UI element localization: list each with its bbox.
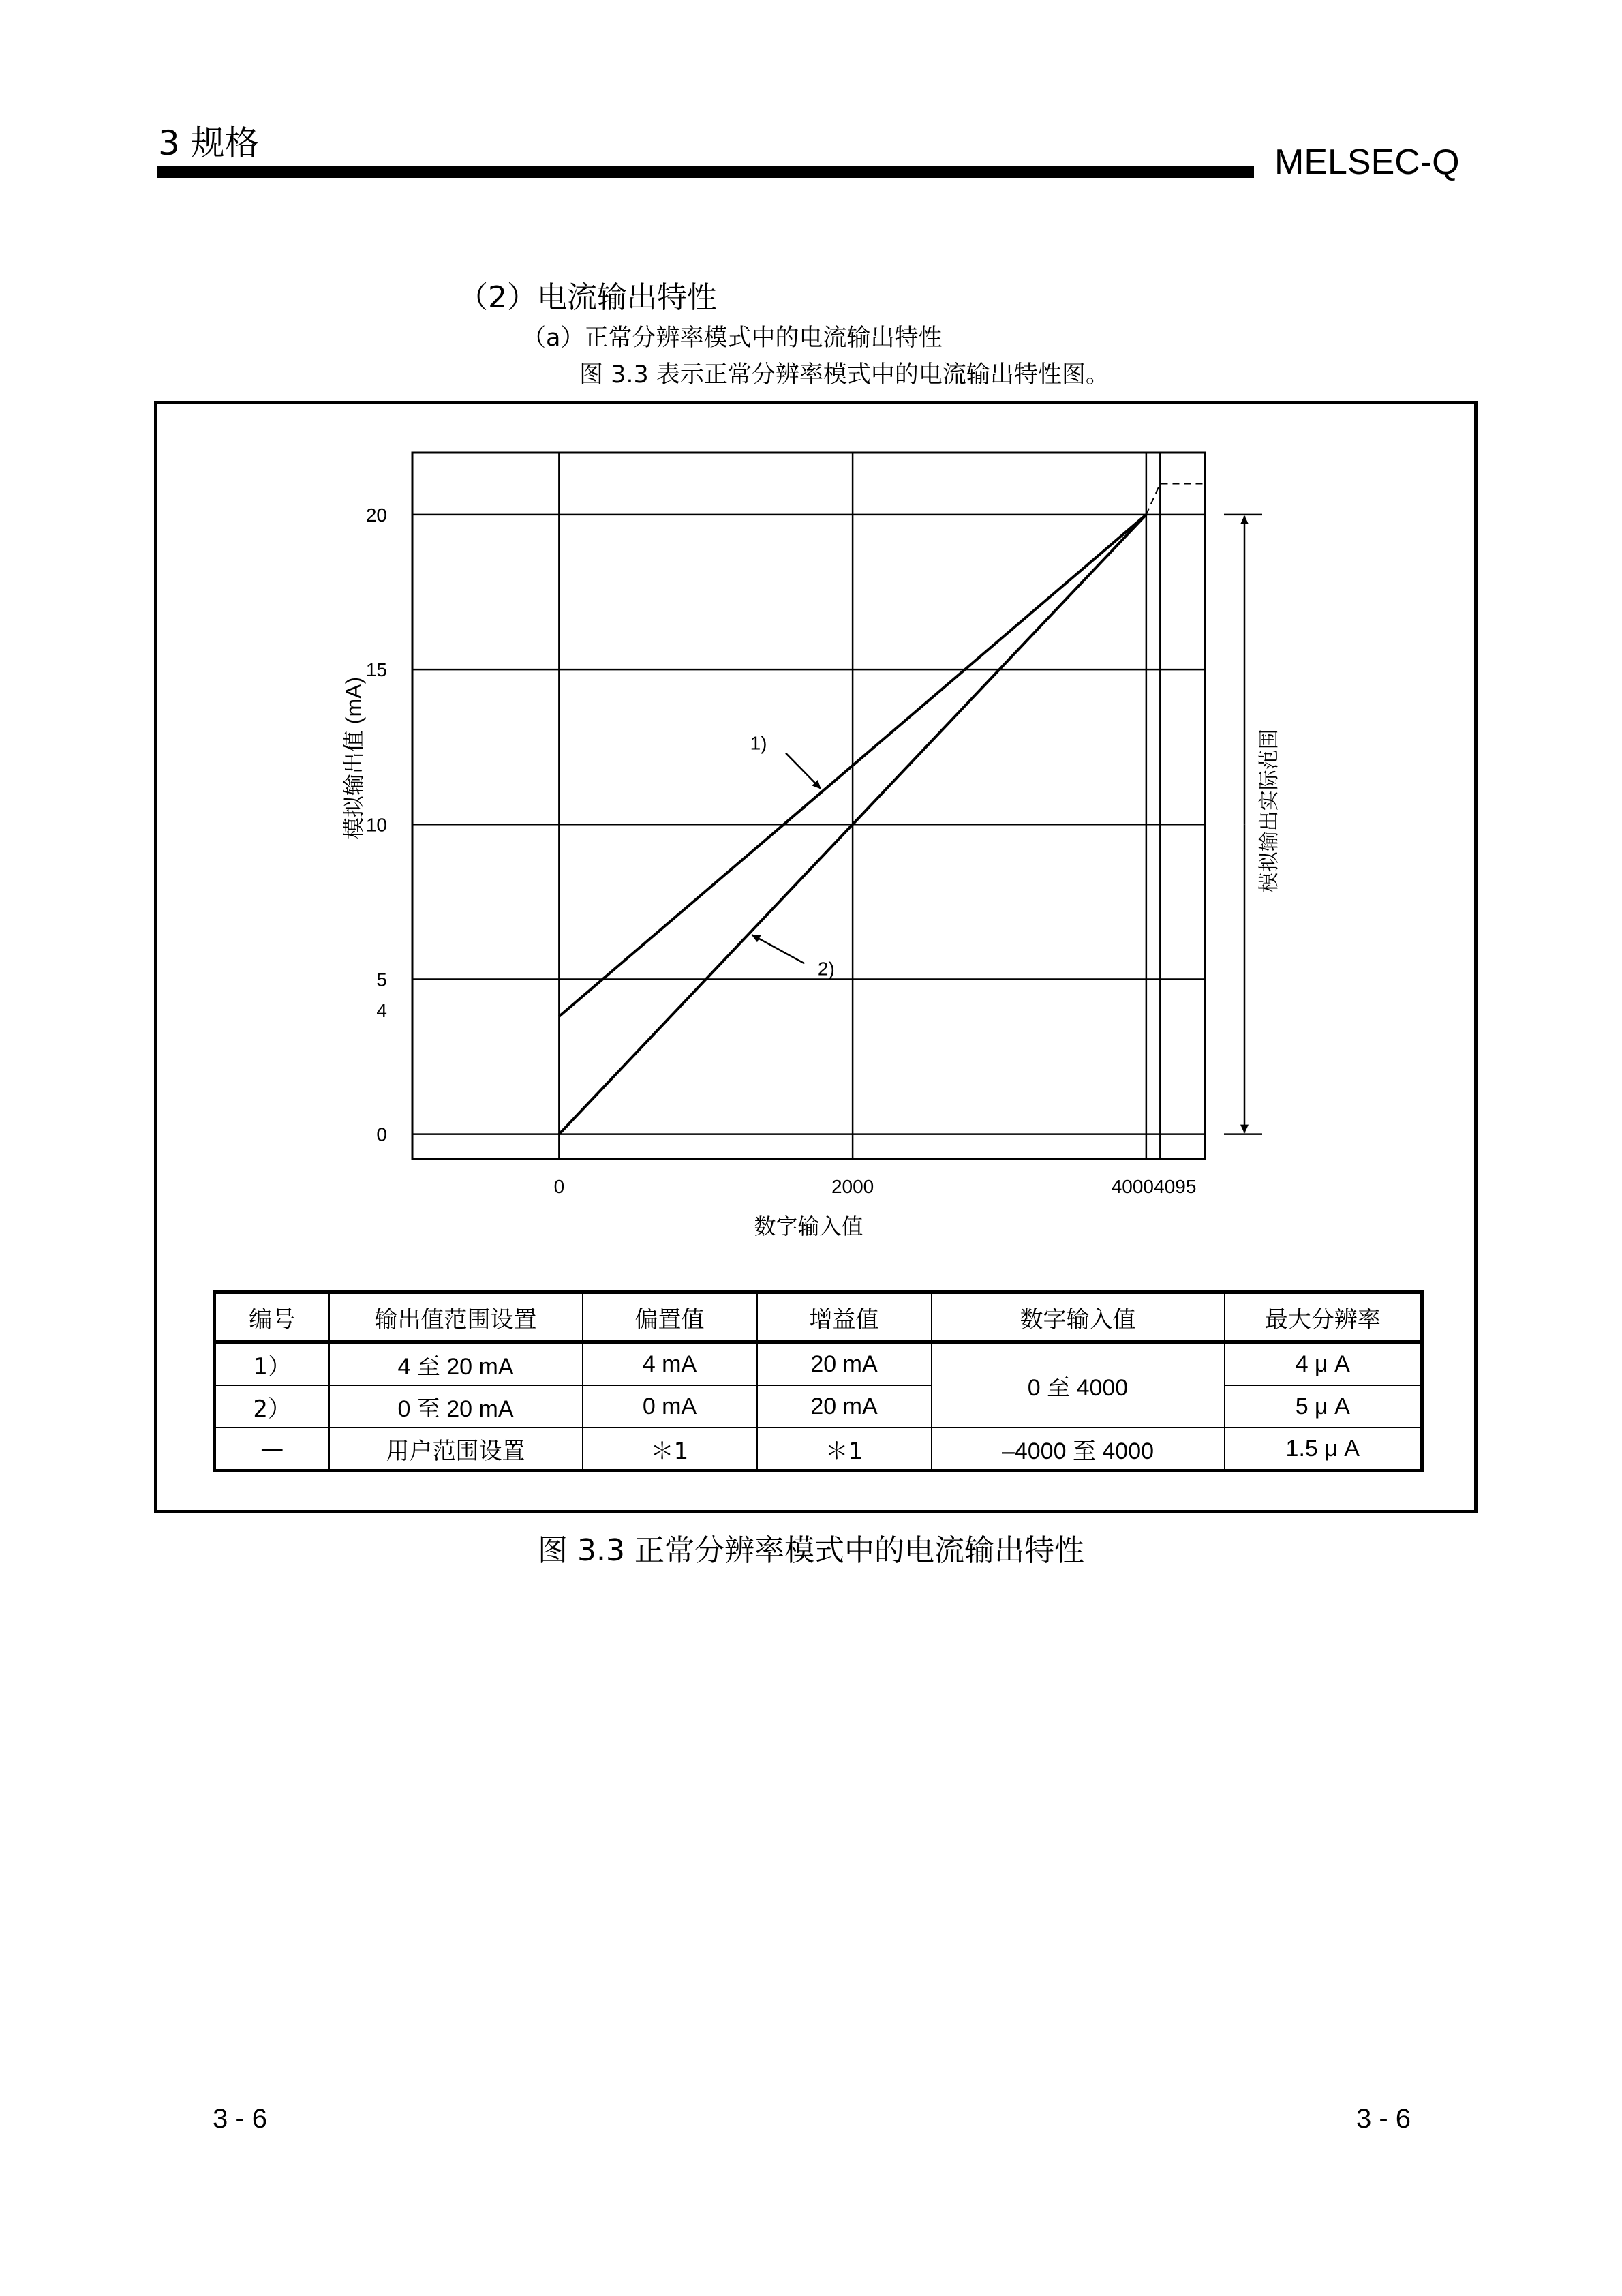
y-tick-label: 4 [376, 999, 387, 1021]
spec-table [213, 1290, 1424, 1472]
table-cell: 4 至 20 mA [329, 1342, 583, 1386]
table-row [215, 1385, 1422, 1428]
table-cell: 用户范围设置 [329, 1428, 583, 1471]
x-tick-label: 2000 [831, 1176, 874, 1197]
series-1-pointer [786, 753, 821, 789]
table-cell: 1.5 μ A [1225, 1428, 1422, 1471]
col-header: 增益值 [757, 1293, 932, 1342]
table-row [215, 1428, 1422, 1471]
plot-frame [412, 453, 1205, 1159]
table-cell: 4 μ A [1225, 1342, 1422, 1386]
table-cell: 1） [215, 1342, 329, 1386]
x-tick-label: 0 [553, 1176, 565, 1197]
range-label: 模拟输出实际范围 [1258, 729, 1281, 893]
table-header-row [215, 1293, 1422, 1342]
series-2-label: 2) [817, 958, 835, 980]
x-tick-label: 4095 [1154, 1176, 1197, 1197]
saturation-line [1146, 483, 1205, 514]
section-heading: （2）电流输出特性 [458, 280, 717, 315]
x-tick-label: 4000 [1111, 1176, 1154, 1197]
table-cell-merged: 0 至 4000 [932, 1342, 1225, 1428]
table-cell: –4000 至 4000 [932, 1428, 1225, 1471]
col-header: 输出值范围设置 [329, 1293, 583, 1342]
y-axis-title: 模拟输出值 (mA) [341, 676, 366, 840]
y-tick-label: 15 [365, 659, 387, 681]
col-header: 编号 [215, 1293, 329, 1342]
x-axis-title: 数字输入值 [754, 1214, 863, 1239]
subsection-heading: （a）正常分辨率模式中的电流输出特性 [522, 324, 943, 352]
table-cell: 4 mA [583, 1342, 757, 1386]
series-2-pointer [752, 935, 804, 963]
y-tick-label: 5 [376, 969, 387, 991]
table-cell: 5 μ A [1225, 1385, 1422, 1428]
table-cell: 20 mA [757, 1342, 932, 1386]
product-name: MELSEC-Q [1274, 142, 1460, 182]
y-tick-label: 0 [376, 1123, 387, 1145]
table-cell: ＊1 [757, 1428, 932, 1471]
page-number-right: 3 - 6 [1356, 2104, 1411, 2134]
y-tick-label: 10 [365, 814, 387, 836]
table-cell: — [215, 1428, 329, 1471]
table-cell: 0 至 20 mA [329, 1385, 583, 1428]
col-header: 最大分辨率 [1225, 1293, 1422, 1342]
intro-text: 图 3.3 表示正常分辨率模式中的电流输出特性图。 [579, 361, 1110, 389]
col-header: 数字输入值 [932, 1293, 1225, 1342]
table-row [215, 1342, 1422, 1386]
table-cell: 2） [215, 1385, 329, 1428]
table-cell: 0 mA [583, 1385, 757, 1428]
table-cell: 20 mA [757, 1385, 932, 1428]
series-1-label: 1) [750, 732, 767, 754]
figure-caption: 图 3.3 正常分辨率模式中的电流输出特性 [538, 1533, 1084, 1568]
y-tick-label: 20 [365, 504, 387, 526]
chapter-title: 3 规格 [158, 123, 259, 163]
page-number-left: 3 - 6 [213, 2104, 268, 2134]
table-cell: ＊1 [583, 1428, 757, 1471]
col-header: 偏置值 [583, 1293, 757, 1342]
